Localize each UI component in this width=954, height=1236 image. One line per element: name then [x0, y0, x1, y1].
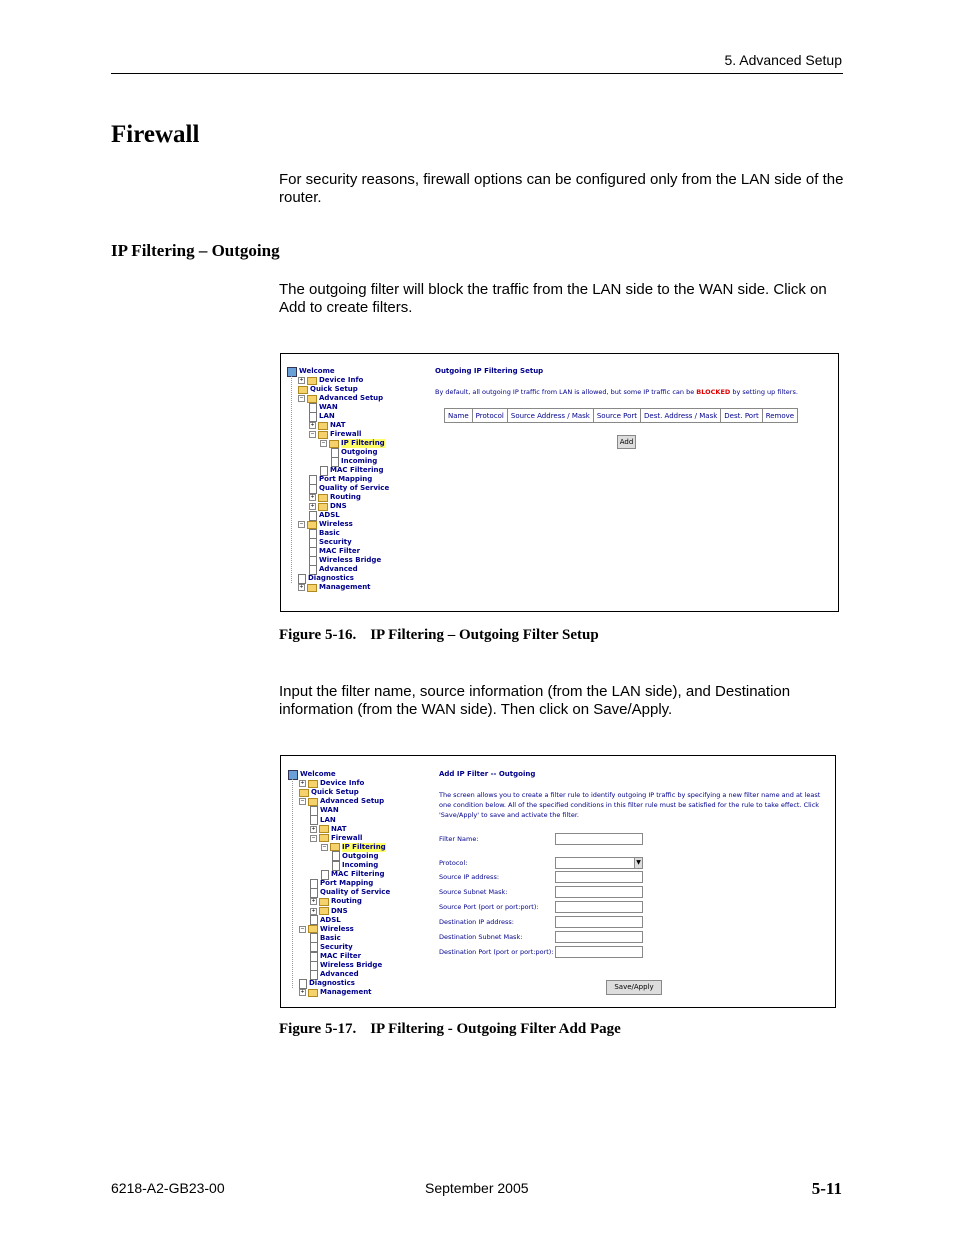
nav-item-wireless[interactable]	[299, 925, 354, 934]
folder-icon	[307, 377, 317, 385]
nav-item-label: Management	[319, 583, 371, 591]
dest-ip-label: Destination IP address:	[439, 918, 514, 926]
expand-toggle-icon[interactable]: +	[299, 584, 304, 590]
expand-toggle-icon[interactable]: +	[311, 907, 316, 914]
nav-item-label: Welcome	[300, 770, 336, 778]
figure-outgoing-add	[280, 755, 836, 1008]
nav-item-nat[interactable]	[309, 421, 346, 430]
nav-item-mac-filtering[interactable]	[321, 870, 384, 879]
nav-item-welcome[interactable]	[288, 770, 336, 779]
page-icon	[298, 574, 306, 584]
page-icon	[320, 466, 328, 476]
nav-item-diagnostics[interactable]	[298, 574, 354, 583]
figure-outgoing-setup	[280, 353, 839, 612]
folder-icon	[299, 789, 309, 797]
footer-doc-id: 6218-A2-GB23-00	[111, 1180, 225, 1196]
nav-item-label: Incoming	[342, 861, 379, 869]
page-title: Firewall	[111, 121, 200, 148]
nav-item-label: Basic	[319, 529, 340, 537]
nav-item-label: Wireless	[320, 924, 354, 933]
table-column-header: Source Port	[593, 409, 640, 423]
nav-item-label: IP Filtering	[342, 842, 386, 851]
nav-item-ip-filtering[interactable]	[321, 843, 386, 852]
expand-toggle-icon[interactable]: −	[322, 843, 327, 850]
nav-item-label: Diagnostics	[309, 979, 355, 988]
page-icon	[332, 861, 340, 871]
dest-port-input[interactable]	[555, 946, 643, 958]
folder-icon	[319, 825, 329, 833]
nav-item-label: Incoming	[341, 457, 378, 465]
header-section: 5. Advanced Setup	[724, 52, 842, 68]
folder-icon	[307, 395, 317, 403]
nav-item-label: WAN	[320, 806, 339, 815]
nav-item-label: Outgoing	[341, 448, 378, 456]
table-column-header: Source Address / Mask	[507, 409, 593, 423]
folder-icon	[298, 386, 308, 394]
nav-item-diagnostics[interactable]	[299, 979, 355, 988]
panel-description: The screen allows you to create a filter rule to identify outgoing IP traffic by specifying a new filter name and at least one condition below. All of the specified conditions in this filter rule must be satisfied for the rule to take effect. Click 'Save/Apply' to save and activate the filter.	[439, 791, 821, 819]
folder-icon	[308, 780, 318, 788]
nav-item-wireless-bridge[interactable]	[310, 961, 382, 970]
nav-item-welcome[interactable]	[287, 367, 335, 376]
nav-item-label: Advanced Setup	[319, 394, 384, 402]
nav-item-label: Basic	[320, 933, 341, 942]
expand-toggle-icon[interactable]: −	[300, 798, 305, 805]
nav-item-label: DNS	[330, 502, 347, 510]
panel-title: Add IP Filter -- Outgoing	[439, 770, 536, 778]
page-icon	[321, 870, 329, 880]
subsection-title: IP Filtering – Outgoing	[111, 241, 280, 260]
source-mask-label: Source Subnet Mask:	[439, 888, 508, 896]
nav-item-label: Quality of Service	[320, 888, 391, 897]
folder-icon	[318, 503, 328, 511]
source-ip-input[interactable]	[555, 871, 643, 883]
folder-icon	[319, 898, 329, 906]
filter-table	[444, 408, 798, 423]
dest-port-label: Destination Port (port or port:port):	[439, 948, 554, 956]
nav-item-wireless[interactable]	[298, 520, 353, 529]
input-paragraph: Input the filter name, source information (from the LAN side), and Destination information (from the WAN side). Then click on Save/Apply.	[279, 683, 791, 718]
expand-toggle-icon[interactable]: +	[300, 780, 305, 787]
folder-icon	[330, 843, 340, 851]
expand-toggle-icon[interactable]: −	[310, 431, 315, 437]
nav-item-label: Firewall	[331, 833, 363, 842]
nav-item-label: Management	[320, 988, 372, 997]
nav-item-label: Device Info	[320, 779, 365, 788]
page-icon	[309, 412, 317, 422]
page-icon	[310, 915, 318, 925]
nav-item-incoming[interactable]	[332, 861, 378, 870]
folder-icon	[308, 798, 318, 806]
nav-item-label: Welcome	[299, 367, 335, 375]
table-column-header: Dest. Port	[721, 409, 762, 423]
nav-item-lan[interactable]	[309, 412, 335, 421]
nav-item-label: Advanced	[319, 565, 358, 573]
nav-item-label: MAC Filter	[320, 952, 362, 960]
protocol-label: Protocol:	[439, 859, 468, 867]
nav-item-label: ADSL	[319, 511, 340, 519]
globe-icon	[288, 770, 298, 780]
nav-item-label: Port Mapping	[320, 879, 374, 888]
expand-toggle-icon[interactable]: −	[300, 925, 305, 932]
nav-item-management[interactable]	[298, 583, 371, 592]
nav-item-mac-filtering[interactable]	[320, 466, 383, 475]
folder-icon	[319, 834, 329, 842]
nav-item-wireless-bridge[interactable]	[309, 556, 381, 565]
page-icon	[309, 484, 317, 494]
expand-toggle-icon[interactable]: +	[310, 422, 315, 428]
nav-item-adsl[interactable]	[310, 916, 341, 925]
nav-item-nat[interactable]	[310, 825, 347, 834]
nav-item-label: Advanced Setup	[320, 797, 385, 806]
nav-item-label: Wireless Bridge	[319, 556, 382, 564]
footer-page-number: 5-11	[811, 1179, 842, 1198]
nav-item-quality-of-service[interactable]	[310, 888, 390, 897]
nav-item-device-info[interactable]	[298, 376, 363, 385]
nav-item-label: LAN	[320, 815, 336, 824]
nav-item-label: Diagnostics	[308, 574, 354, 582]
nav-item-label: MAC Filter	[319, 547, 361, 555]
nav-item-label: Security	[320, 942, 353, 951]
page-icon	[310, 815, 318, 825]
folder-icon	[307, 521, 317, 529]
nav-item-device-info[interactable]	[299, 779, 364, 788]
expand-toggle-icon[interactable]: −	[299, 395, 304, 401]
nav-item-label: Advanced	[320, 970, 359, 979]
expand-toggle-icon[interactable]: +	[310, 503, 315, 509]
nav-item-management[interactable]	[299, 988, 372, 997]
page-icon	[310, 970, 318, 980]
page-icon	[299, 979, 307, 989]
table-column-header: Remove	[762, 409, 797, 423]
source-port-label: Source Port (port or port:port):	[439, 903, 539, 911]
dest-mask-label: Destination Subnet Mask:	[439, 933, 523, 941]
nav-item-label: Security	[319, 538, 352, 546]
nav-item-quick-setup[interactable]	[298, 385, 358, 394]
nav-item-label: Port Mapping	[319, 475, 373, 483]
outgoing-paragraph: The outgoing filter will block the traffic from the LAN side to the WAN side. Click on Add to create filters.	[279, 281, 827, 316]
nav-item-label: MAC Filtering	[330, 466, 384, 474]
page-icon	[331, 457, 339, 467]
page-icon	[309, 565, 317, 575]
folder-icon	[318, 431, 328, 439]
source-port-input[interactable]	[555, 901, 643, 913]
nav-item-label: Routing	[330, 493, 361, 501]
panel-description: By default, all outgoing IP traffic from LAN is allowed, but some IP traffic can be BLOCKED by setting up filters.	[435, 388, 798, 396]
folder-icon	[329, 440, 339, 448]
nav-item-ip-filtering[interactable]	[320, 439, 385, 448]
source-ip-label: Source IP address:	[439, 873, 500, 881]
expand-toggle-icon[interactable]: −	[311, 834, 316, 841]
nav-item-label: Wireless	[319, 520, 353, 528]
folder-icon	[307, 584, 317, 592]
nav-item-label: NAT	[331, 824, 347, 833]
nav-item-quick-setup[interactable]	[299, 788, 359, 797]
nav-item-label: MAC Filtering	[331, 870, 385, 879]
footer-date: September 2005	[425, 1180, 529, 1196]
filter-name-input[interactable]	[555, 833, 643, 845]
nav-item-label: DNS	[331, 906, 348, 915]
header-rule	[111, 73, 843, 74]
folder-icon	[318, 494, 328, 502]
expand-toggle-icon[interactable]: +	[311, 898, 316, 905]
nav-item-routing[interactable]	[309, 493, 361, 502]
table-column-header: Dest. Address / Mask	[641, 409, 721, 423]
nav-item-firewall[interactable]	[310, 834, 362, 843]
table-column-header: Protocol	[472, 409, 507, 423]
nav-item-label: Firewall	[330, 430, 362, 438]
nav-item-label: ADSL	[320, 915, 341, 924]
table-column-header: Name	[445, 409, 473, 423]
page-icon	[310, 888, 318, 898]
nav-item-label: Quality of Service	[319, 484, 390, 492]
folder-icon	[308, 925, 318, 933]
tree-guide-line	[292, 779, 293, 988]
nav-item-label: Wireless Bridge	[320, 961, 383, 970]
nav-item-label: Routing	[331, 897, 362, 906]
save-apply-button[interactable]: Save/Apply	[606, 980, 662, 995]
source-mask-input[interactable]	[555, 886, 643, 898]
expand-toggle-icon[interactable]: +	[299, 377, 304, 383]
chevron-down-icon: ▼	[634, 858, 642, 868]
intro-paragraph: For security reasons, firewall options can be configured only from the LAN side of the router.	[279, 171, 844, 206]
expand-toggle-icon[interactable]: +	[310, 494, 315, 500]
nav-item-routing[interactable]	[310, 897, 362, 906]
nav-item-label: LAN	[319, 412, 335, 420]
globe-icon	[287, 367, 297, 377]
nav-item-quality-of-service[interactable]	[309, 484, 389, 493]
nav-item-label: IP Filtering	[341, 439, 385, 447]
nav-item-advanced[interactable]	[310, 970, 359, 979]
dest-mask-input[interactable]	[555, 931, 643, 943]
add-button[interactable]: Add	[617, 435, 636, 449]
figure-caption-1: Figure 5-16. IP Filtering – Outgoing Filter Setup	[279, 627, 599, 643]
tree-guide-line	[291, 376, 292, 583]
page-icon	[309, 511, 317, 521]
nav-item-advanced[interactable]	[309, 565, 358, 574]
folder-icon	[308, 989, 318, 997]
nav-item-label: WAN	[319, 403, 338, 411]
nav-item-adsl[interactable]	[309, 511, 340, 520]
nav-item-port-mapping[interactable]	[309, 475, 372, 484]
nav-item-label: Quick Setup	[311, 788, 359, 797]
filter-name-label: Filter Name:	[439, 835, 479, 843]
expand-toggle-icon[interactable]: −	[299, 521, 304, 527]
expand-toggle-icon[interactable]: +	[311, 825, 316, 832]
nav-item-port-mapping[interactable]	[310, 879, 373, 888]
folder-icon	[319, 907, 329, 915]
expand-toggle-icon[interactable]: −	[321, 440, 326, 446]
protocol-select[interactable]	[555, 857, 643, 869]
folder-icon	[318, 422, 328, 430]
nav-item-label: Outgoing	[342, 851, 379, 860]
nav-item-firewall[interactable]	[309, 430, 361, 439]
expand-toggle-icon[interactable]: +	[300, 989, 305, 996]
nav-item-label: Quick Setup	[310, 385, 358, 393]
nav-item-label: Device Info	[319, 376, 364, 384]
nav-item-lan[interactable]	[310, 816, 336, 825]
nav-item-label: NAT	[330, 421, 346, 429]
panel-title: Outgoing IP Filtering Setup	[435, 367, 544, 375]
dest-ip-input[interactable]	[555, 916, 643, 928]
figure-caption-2: Figure 5-17. IP Filtering - Outgoing Filter Add Page	[279, 1021, 621, 1037]
nav-item-incoming[interactable]	[331, 457, 377, 466]
